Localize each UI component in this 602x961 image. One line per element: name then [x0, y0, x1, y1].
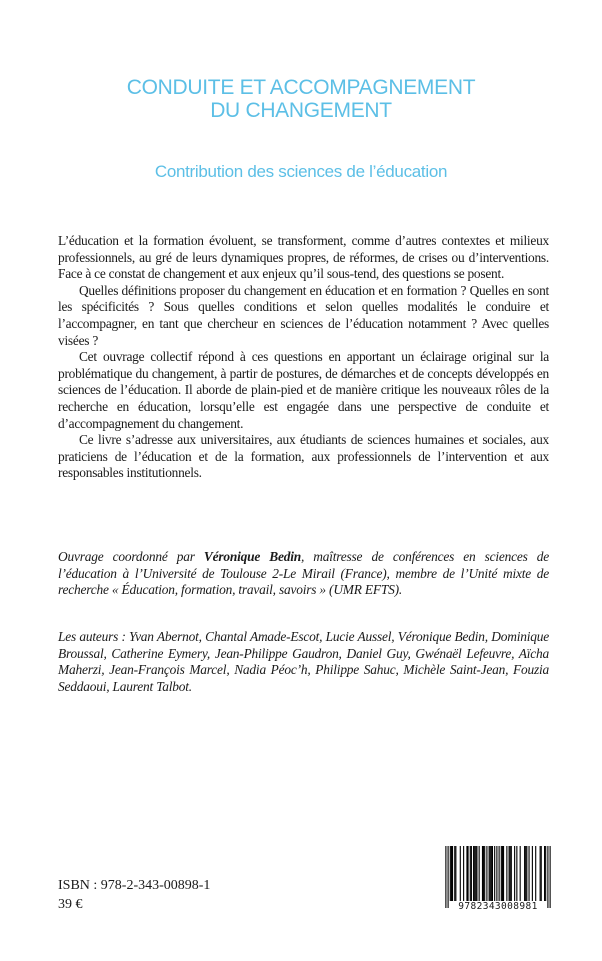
barcode-digits: 9782343008981 [458, 901, 538, 912]
barcode-bar [489, 846, 490, 901]
barcode-bar [455, 846, 456, 901]
title-line-1: CONDUITE ET ACCOMPAGNEMENT [126, 76, 476, 99]
book-title [0, 76, 602, 122]
barcode-bar [520, 846, 521, 901]
barcode-bar [475, 846, 476, 901]
barcode-bar [448, 846, 449, 908]
barcode-bar [506, 846, 507, 901]
barcode-bar [525, 846, 526, 901]
authors-list: Les auteurs : Yvan Abernot, Chantal Amade-Escot, Lucie Aussel, Véronique Bedin, Dominique Broussal, Catherine Eymery, Jean-Philippe Gaudron, Daniel Guy, Gwénaël Lefeuvre, Aïcha Maherzi, Jean-François Marcel, Nadia Péoc’h, Philippe Sahuc, Michèle Saint-Jean, Fouzia Seddaoui, Laurent Talbot. [58, 629, 549, 694]
barcode-bar [494, 846, 495, 901]
barcode-bar [466, 846, 467, 901]
barcode-bar [482, 846, 483, 901]
coordinator-name: Véronique Bedin [203, 549, 301, 564]
barcode-bar [550, 846, 551, 908]
barcode-bar [514, 846, 515, 901]
barcode-bar [547, 846, 548, 908]
barcode-bar [541, 846, 542, 901]
barcode-bar [463, 846, 464, 901]
blurb-paragraph: Ce livre s’adresse aux universitaires, aux étudiants de sciences humaines et sociales, aux praticiens de l’éducation et de la formation, aux professionnels de l’intervention et aux responsables institutionnels. [58, 432, 549, 481]
barcode-bar [479, 846, 480, 901]
blurb-paragraph: Quelles définitions proposer du changement en éducation et en formation ? Quelles en sont les spécificités ? Sous quelles conditions et selon quelles modalités le conduire et l’accompagner, en tant que chercheur en sciences de l’éducation notamment ? Avec quelles visées ? [58, 282, 549, 348]
barcode-bar [473, 846, 474, 901]
blurb [58, 233, 549, 482]
barcode [442, 846, 554, 912]
isbn: ISBN : 978-2-343-00898-1 [58, 878, 211, 893]
barcode-bar [511, 846, 512, 901]
barcode-bar [545, 846, 546, 901]
barcode-bar [471, 846, 472, 901]
barcode-bar [510, 846, 511, 901]
barcode-bar [450, 846, 451, 901]
barcode-bar [460, 846, 461, 901]
barcode-bar [540, 846, 541, 901]
barcode-bar [476, 846, 477, 901]
barcode-bar [484, 846, 485, 901]
barcode-bar [451, 846, 452, 901]
barcode-bar [452, 846, 453, 901]
blurb-paragraph: Cet ouvrage collectif répond à ces questions en apportant un éclairage original sur la problématique du changement, à partir de postures, de démarches et de concepts développés en sciences de l’éducation. Il aborde de plain-pied et de manière critique les nouveaux rôles de la recherche en éducation, lorsqu’elle est engagée dans une perspective de conduite et d’accompagnement du changement. [58, 349, 549, 431]
barcode-bar [491, 846, 492, 901]
barcode-bar [474, 846, 475, 901]
coordinator-description: , maîtresse de conférences en sciences de l’éducation à l’Université de Toulouse 2-Le Mirail (France), membre de l’Unité mixte de recherche « Éducation, formation, travail, savoirs » (UMR EFTS). [58, 549, 549, 598]
barcode-bar [509, 846, 510, 901]
barcode-bar [516, 846, 517, 901]
barcode-bar [445, 846, 446, 908]
barcode-bar [501, 846, 502, 901]
blurb-paragraph: L’éducation et la formation évoluent, se transforment, comme d’autres contextes et milieux professionnels, au gré de leurs dynamiques propres, de réformes, de crises ou d’interventions. Face à ce constat de changement et aux enjeux qu’il sous-tend, des questions se posent. [58, 233, 549, 282]
barcode-bar [524, 846, 525, 901]
barcode-bar [470, 846, 471, 901]
barcode-bar [535, 846, 536, 901]
barcode-bar [496, 846, 497, 908]
barcode-bar [490, 846, 491, 901]
barcode-bar [526, 846, 527, 901]
barcode-bar [486, 846, 487, 901]
coordinator-prefix: Ouvrage coordonné par [58, 549, 204, 564]
coordinator-note [58, 549, 549, 599]
publication-info [58, 876, 210, 914]
barcode-bar [532, 846, 533, 901]
barcode-bar [468, 846, 469, 901]
barcode-bar [483, 846, 484, 901]
barcode-bar [492, 846, 493, 901]
barcode-bar [503, 846, 504, 901]
book-subtitle: Contribution des sciences de l’éducation [154, 162, 448, 181]
barcode-bar [528, 846, 529, 901]
barcode-bar [499, 846, 500, 908]
barcode-bar [502, 846, 503, 901]
barcode-bar [544, 846, 545, 901]
barcode-bar [454, 846, 455, 901]
title-line-2: DU CHANGEMENT [210, 99, 392, 122]
price: 39 € [58, 897, 83, 912]
